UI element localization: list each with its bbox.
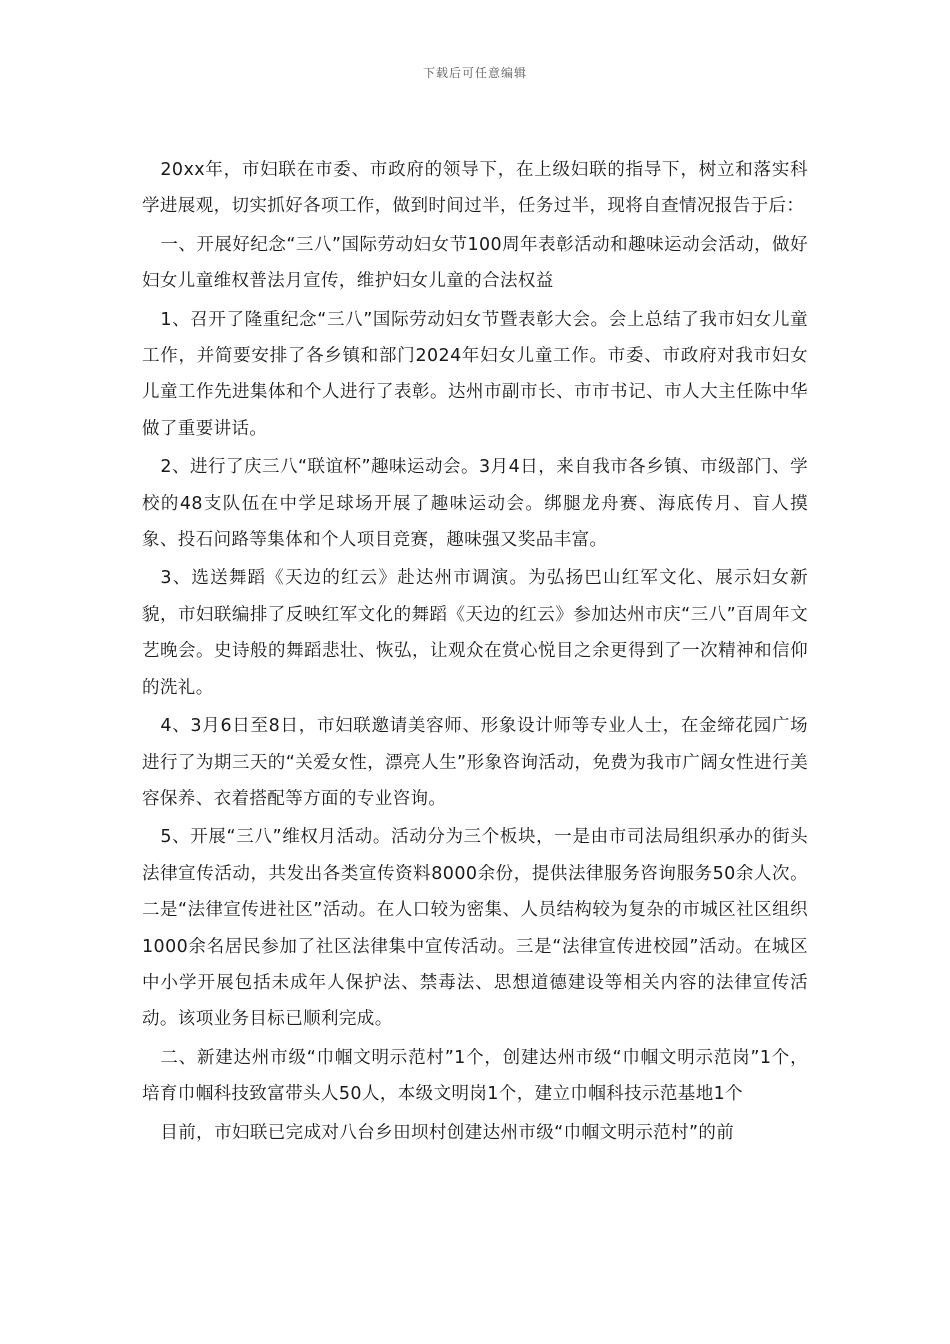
document-body — [142, 152, 808, 1153]
section-heading-2: 二、新建达州市级“巾帼文明示范村”1个，创建达州市级“巾帼文明示范岗”1个，培育巾帼科技致富带头人50人，本级文明岗1个，建立巾帼科技示范基地1个 — [142, 1047, 808, 1105]
paragraph-item-1: 1、召开了隆重纪念“三八”国际劳动妇女节暨表彰大会。会上总结了我市妇女儿童工作，并简要安排了各乡镇和部门2024年妇女儿童工作。市委、市政府对我市妇女儿童工作先进集体和个人进行了表彰。达州市副市长、市市书记、市人大主任陈中华做了重要讲话。 — [142, 309, 808, 439]
section-heading-1: 一、开展好纪念“三八”国际劳动妇女节100周年表彰活动和趣味运动会活动，做好妇女儿童维权普法月宣传，维护妇女儿童的合法权益 — [142, 234, 808, 292]
paragraph-continued: 目前，市妇联已完成对八台乡田坝村创建达州市级“巾帼文明示范村”的前 — [160, 1122, 735, 1143]
page-header-note: 下载后可任意编辑 — [422, 66, 527, 80]
paragraph-item-2: 2、进行了庆三八“联谊杯”趣味运动会。3月4日，来自我市各乡镇、市级部门、学校的48支队伍在中学足球场开展了趣味运动会。绑腿龙舟赛、海底传月、盲人摸象、投石问路等集体和个人项目竞赛，趣味强又奖品丰富。 — [142, 457, 808, 551]
paragraph-item-5: 5、开展“三八”维权月活动。活动分为三个板块，一是由市司法局组织承办的街头法律宣传活动，共发出各类宣传资料8000余份，提供法律服务咨询服务50余人次。二是“法律宣传进社区”活动。在人口较为密集、人员结构较为复杂的市城区社区组织1000余名居民参加了社区法律集中宣传活动。三是“法律宣传进校园”活动。在城区中小学开展包括未成年人保护法、禁毒法、思想道德建设等相关内容的法律宣传活动。该项业务目标已顺利完成。 — [142, 827, 808, 1030]
paragraph-item-4: 4、3月6日至8日，市妇联邀请美容师、形象设计师等专业人士，在金缔花园广场进行了为期三天的“关爱女性，漂亮人生”形象咨询活动，免费为我市广阔女性进行美容保养、衣着搭配等方面的专业咨询。 — [142, 716, 808, 809]
paragraph-item-3: 3、选送舞蹈《天边的红云》赴达州市调演。为弘扬巴山红军文化、展示妇女新貌，市妇联编排了反映红军文化的舞蹈《天边的红云》参加达州市庆“三八”百周年文艺晚会。史诗般的舞蹈悲壮、恢弘，让观众在赏心悦目之余更得到了一次精神和信仰的洗礼。 — [142, 568, 808, 698]
paragraph-intro: 20xx年，市妇联在市委、市政府的领导下，在上级妇联的指导下，树立和落实科学进展观，切实抓好各项工作，做到时间过半，任务过半，现将自查情况报告于后： — [142, 160, 808, 217]
